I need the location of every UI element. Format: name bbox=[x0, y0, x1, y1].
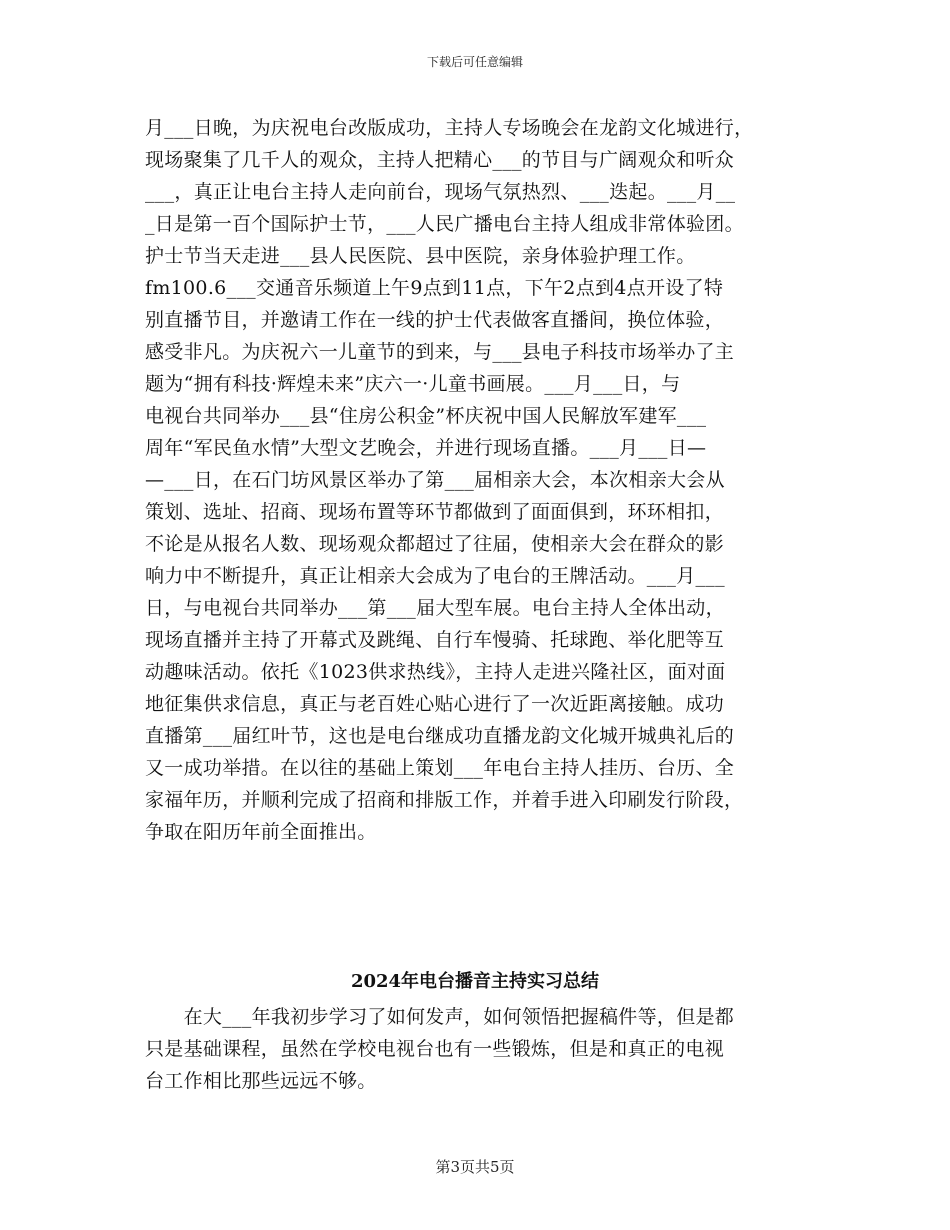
body-paragraph-2 bbox=[145, 1001, 825, 1097]
text-line: 只是基础课程，虽然在学校电视台也有一些锻炼，但是和真正的电视 bbox=[145, 1038, 725, 1060]
text-line: 家福年历，并顺利完成了招商和排版工作，并着手进入印刷发行阶段， bbox=[145, 789, 744, 811]
text-line: 周年“军民鱼水情”大型文艺晚会，并进行现场直播。___月___日— bbox=[145, 437, 707, 459]
text-line: 地征集供求信息，真正与老百姓心贴心进行了一次近距离接触。成功 bbox=[145, 693, 725, 715]
text-line: 动趣味活动。依托《1023供求热线》，主持人走进兴隆社区，面对面 bbox=[145, 661, 726, 683]
text-line: 不论是从报名人数、现场观众都超过了往届，使相亲大会在群众的影 bbox=[145, 533, 725, 555]
text-line: 台工作相比那些远远不够。 bbox=[145, 1070, 377, 1092]
text-line: 别直播节目，并邀请工作在一线的护士代表做客直播间，换位体验， bbox=[145, 309, 725, 331]
text-line: _日是第一百个国际护士节，___人民广播电台主持人组成非常体验团。 bbox=[145, 213, 744, 235]
text-line: 题为“拥有科技·辉煌未来”庆六一·儿童书画展。___月___日，与 bbox=[145, 373, 681, 395]
page-number: 第3页共5页 bbox=[435, 1158, 515, 1176]
text-line: 日，与电视台共同举办___第___届大型车展。电台主持人全体出动， bbox=[145, 597, 725, 619]
text-line: 直播第___届红叶节，这也是电台继成功直播龙韵文化城开城典礼后的 bbox=[145, 725, 735, 747]
text-line: 又一成功举措。在以往的基础上策划___年电台主持人挂历、台历、全 bbox=[145, 757, 735, 779]
text-line: 现场聚集了几千人的观众，主持人把精心___的节目与广阔观众和听众 bbox=[145, 149, 735, 171]
body-paragraph-1 bbox=[145, 112, 825, 848]
text-line: 争取在阳历年前全面推出。 bbox=[145, 821, 377, 843]
text-line: 在大___年我初步学习了如何发声，如何领悟把握稿件等，但是都 bbox=[145, 1006, 735, 1028]
section-title: 2024年电台播音主持实习总结 bbox=[350, 971, 600, 992]
text-line: 现场直播并主持了开幕式及跳绳、自行车慢骑、托球跑、举化肥等互 bbox=[145, 629, 725, 651]
text-line: 策划、选址、招商、现场布置等环节都做到了面面俱到，环环相扣， bbox=[145, 501, 725, 523]
text-line: 响力中不断提升，真正让相亲大会成为了电台的王牌活动。___月___ bbox=[145, 565, 725, 587]
text-line: fm100.6___交通音乐频道上午9点到11点，下午2点到4点开设了特 bbox=[145, 277, 724, 299]
text-line: 月___日晚，为庆祝电台改版成功，主持人专场晚会在龙韵文化城进行， bbox=[145, 117, 754, 139]
page-header: 下载后可任意编辑 bbox=[426, 55, 523, 69]
text-line: 护士节当天走进___县人民医院、县中医院，亲身体验护理工作。 bbox=[145, 245, 696, 267]
text-line: —___日，在石门坊风景区举办了第___届相亲大会，本次相亲大会从 bbox=[145, 469, 725, 491]
text-line: 电视台共同举办___县“住房公积金”杯庆祝中国人民解放军建军___ bbox=[145, 405, 707, 427]
text-line: ___，真正让电台主持人走向前台，现场气氛热烈、___迭起。___月__ bbox=[145, 181, 736, 203]
text-line: 感受非凡。为庆祝六一儿童节的到来，与___县电子科技市场举办了主 bbox=[145, 341, 735, 363]
